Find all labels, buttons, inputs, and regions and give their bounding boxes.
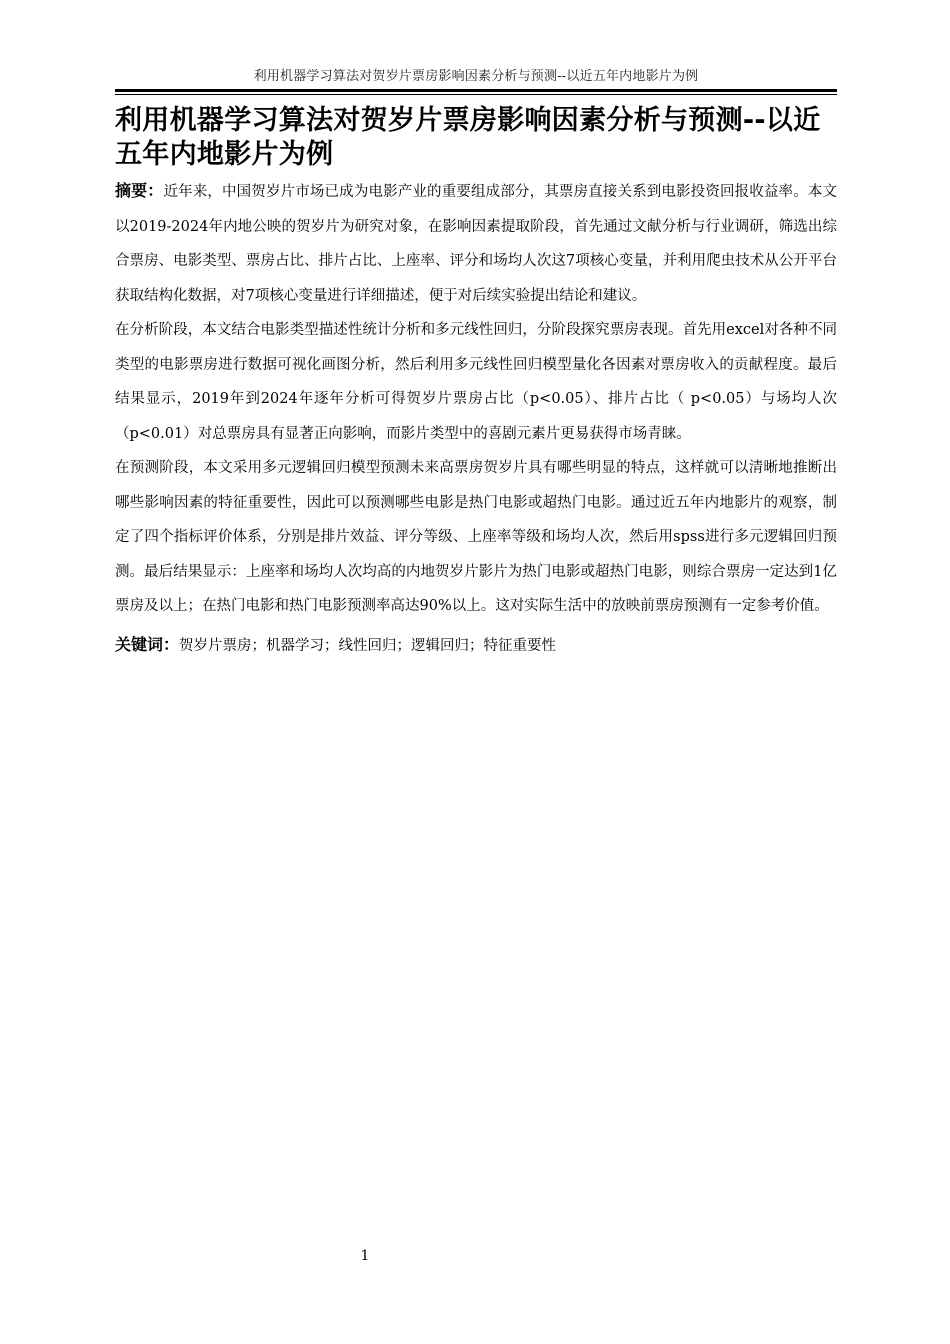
abstract-paragraph-1 xyxy=(115,174,837,313)
paper-title: 利用机器学习算法对贺岁片票房影响因素分析与预测--以近五年内地影片为例 xyxy=(115,105,821,170)
keywords-label: 关键词： xyxy=(115,634,180,654)
abstract-paragraph-3: 在预测阶段，本文采用多元逻辑回归模型预测未来高票房贺岁片具有哪些明显的特点，这样就可以清晰地推断出哪些影响因素的特征重要性，因此可以预测哪些电影是热门电影或超热门电影。通过近五年内地影片的观察，制定了四个指标评价体系，分别是排片效益、评分等级、上座率等级和场均人次，然后用spss进行多元逻辑回归预测。最后结果显示：上座率和场均人次均高的内地贺岁片影片为热门电影或超热门电影，则综合票房一定达到1亿票房及以上；在热门电影和热门电影预测率高达90%以上。这对实际生活中的放映前票房预测有一定参考价值。 xyxy=(115,460,837,614)
abstract-text-1: 近年来，中国贺岁片市场已成为电影产业的重要组成部分，其票房直接关系到电影投资回报收益率。本文以2019-2024年内地公映的贺岁片为研究对象，在影响因素提取阶段，首先通过文献分析与行业调研，筛选出综合票房、电影类型、票房占比、排片占比、上座率、评分和场均人次这7项核心变量，并利用爬虫技术从公开平台获取结构化数据，对7项核心变量进行详细描述，便于对后续实验提出结论和建议。 xyxy=(115,184,837,304)
keywords-text: 贺岁片票房；机器学习；线性回归；逻辑回归；特征重要性 xyxy=(179,637,557,654)
abstract-label: 摘要： xyxy=(115,181,164,200)
page-number: 1 xyxy=(360,1248,370,1264)
header-rule xyxy=(115,89,837,92)
abstract-paragraph-2: 在分析阶段，本文结合电影类型描述性统计分析和多元线性回归，分阶段探究票房表现。首先用excel对各种不同类型的电影票房进行数据可视化画图分析，然后利用多元线性回归模型量化各因素对票房收入的贡献程度。最后结果显示，2019年到2024年逐年分析可得贺岁片票房占比（p<0.05）、排片占比（ p<0.05）与场均人次（p<0.01）对总票房具有显著正向影响，而影片类型中的喜剧元素片更易获得市场青睐。 xyxy=(115,322,837,442)
abstract-section xyxy=(115,174,837,663)
running-header: 利用机器学习算法对贺岁片票房影响因素分析与预测--以近五年内地影片为例 xyxy=(253,69,699,84)
header-rule-thin xyxy=(115,94,837,95)
keywords-line xyxy=(115,628,837,664)
